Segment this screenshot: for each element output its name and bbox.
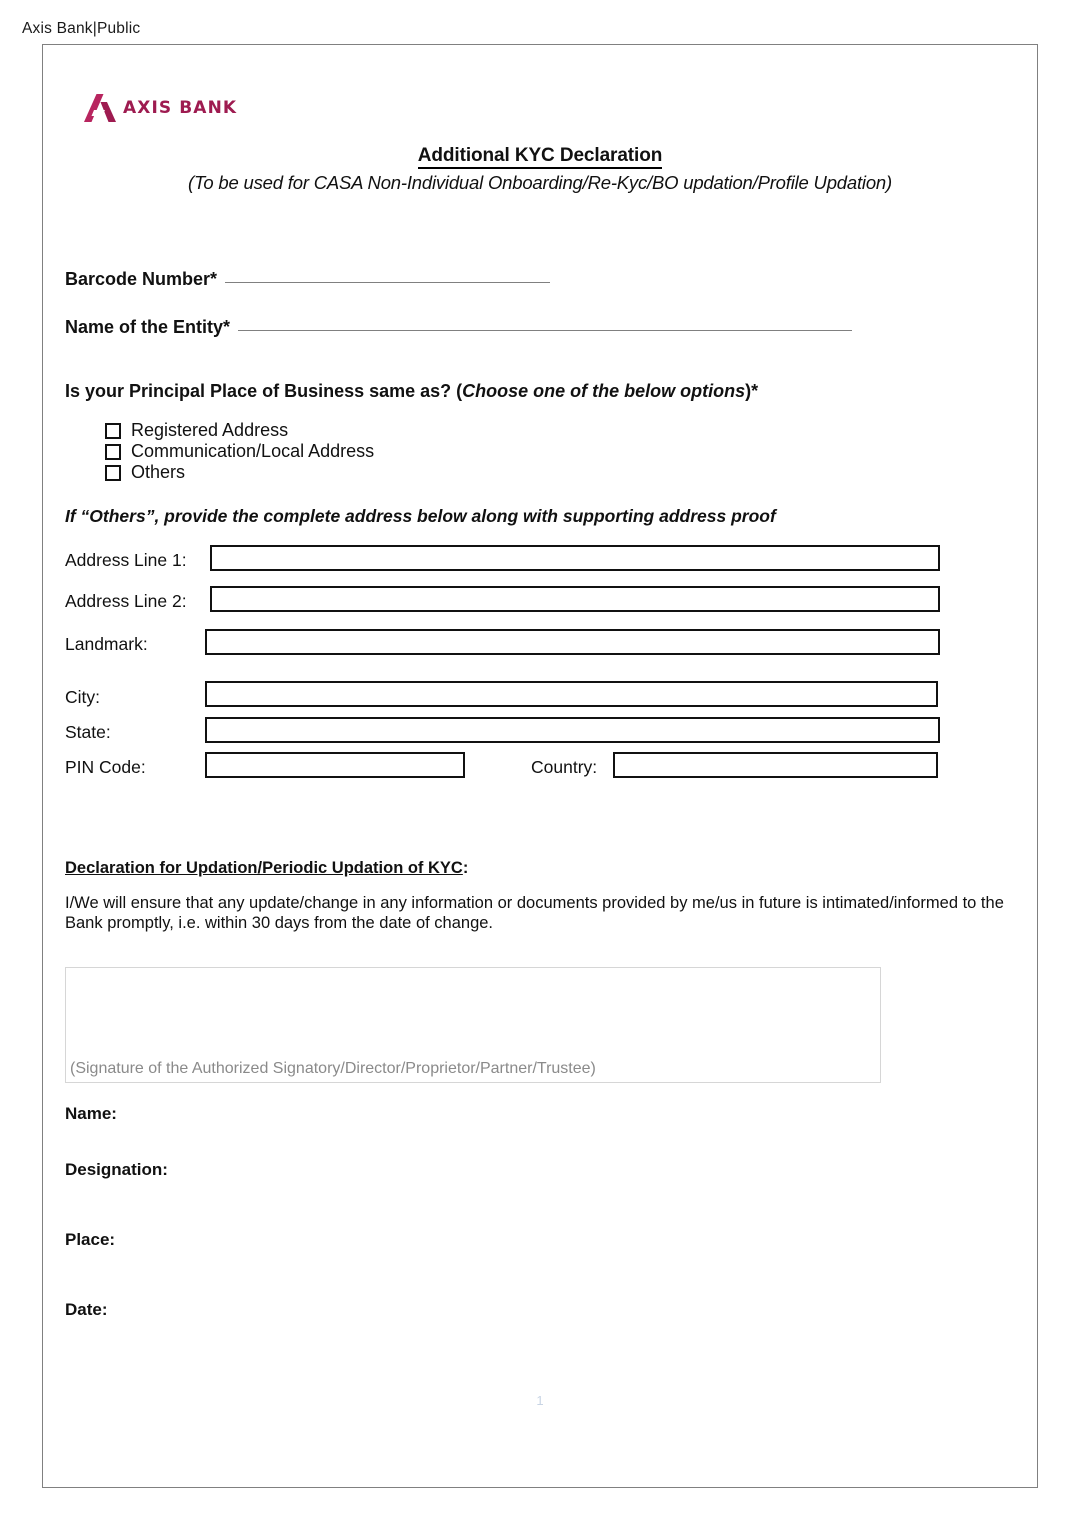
city-input[interactable] — [205, 681, 938, 707]
pin-code-label: PIN Code: — [65, 757, 146, 777]
page-number: 1 — [536, 1393, 544, 1408]
entity-name-row — [65, 317, 852, 338]
document-page — [42, 44, 1038, 1488]
country-input[interactable] — [613, 752, 938, 778]
signature-input[interactable] — [65, 967, 881, 1083]
option-label-others: Others — [131, 462, 186, 482]
checkbox-registered-address[interactable] — [105, 423, 121, 439]
checkbox-communication-local-address[interactable] — [105, 444, 121, 460]
signature-caption: (Signature of the Authorized Signatory/Director/Proprietor/Partner/Trustee) — [70, 1060, 596, 1077]
entity-name-input[interactable] — [238, 329, 852, 331]
question-italic: Choose one of the below options — [462, 381, 746, 401]
barcode-number-row — [65, 269, 550, 290]
pin-code-input[interactable] — [205, 752, 465, 778]
others-instruction: If “Others”, provide the complete address below along with supporting address proof — [65, 506, 776, 526]
option-communication-local-address[interactable] — [105, 441, 374, 462]
entity-name-label: Name of the Entity* — [65, 317, 231, 337]
address-line-1-input[interactable] — [210, 545, 940, 571]
axis-bank-logo — [83, 93, 237, 123]
option-others[interactable] — [105, 462, 374, 483]
classification-header: Axis Bank|Public — [22, 20, 141, 37]
place-field-label: Place: — [65, 1230, 116, 1249]
page-subtitle: (To be used for CASA Non-Individual Onboarding/Re-Kyc/BO updation/Profile Updation) — [188, 172, 892, 193]
state-label: State: — [65, 722, 111, 742]
declaration-body: I/We will ensure that any update/change in any information or documents provided by me/us in future is intimated/informed to the Bank promptly, i.e. within 30 days from the date of change. — [65, 894, 1004, 933]
page-title-text: Additional KYC Declaration — [418, 145, 662, 169]
address-line-2-label: Address Line 2: — [65, 591, 187, 611]
question-suffix: )* — [745, 381, 759, 401]
option-label-registered-address: Registered Address — [131, 420, 289, 440]
page-title — [43, 145, 1037, 167]
designation-field-label: Designation: — [65, 1160, 168, 1179]
barcode-number-input[interactable] — [225, 281, 550, 283]
landmark-label: Landmark: — [65, 634, 148, 654]
country-label: Country: — [531, 757, 598, 777]
checkbox-others[interactable] — [105, 465, 121, 481]
question-prefix: Is your Principal Place of Business same as? ( — [65, 381, 463, 401]
declaration-heading-underlined: Declaration for Updation/Periodic Updation of KYC — [65, 859, 463, 877]
date-field-label: Date: — [65, 1300, 108, 1319]
option-label-communication-local-address: Communication/Local Address — [131, 441, 375, 461]
option-registered-address[interactable] — [105, 420, 374, 441]
name-field-label: Name: — [65, 1104, 117, 1123]
axis-bank-a-mark-icon — [83, 93, 117, 123]
address-line-2-input[interactable] — [210, 586, 940, 612]
declaration-heading-suffix: : — [462, 859, 469, 877]
logo-wordmark: AXIS BANK — [123, 98, 238, 118]
address-line-1-label: Address Line 1: — [65, 550, 187, 570]
principal-place-options — [105, 420, 374, 483]
state-input[interactable] — [205, 717, 940, 743]
city-label: City: — [65, 687, 100, 707]
principal-place-question — [65, 381, 758, 402]
landmark-input[interactable] — [205, 629, 940, 655]
barcode-number-label: Barcode Number* — [65, 269, 218, 289]
declaration-heading — [65, 859, 468, 878]
